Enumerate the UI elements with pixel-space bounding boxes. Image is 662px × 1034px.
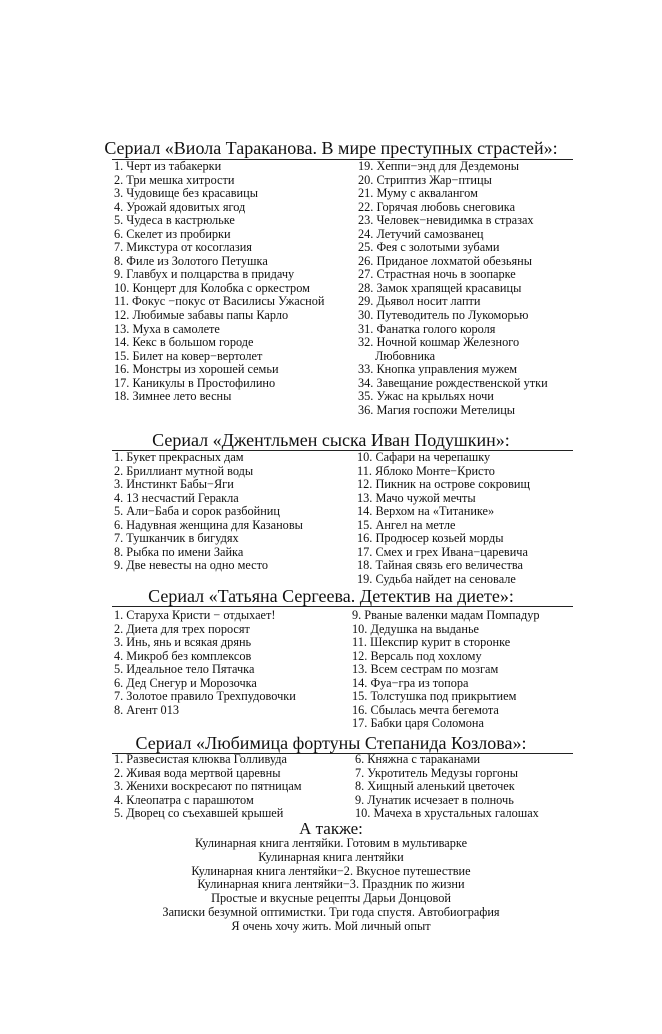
book-item: 2. Диета для трех поросят [114,621,250,636]
book-item: 8. Рыбка по имени Зайка [114,544,244,559]
book-item: 13. Всем сестрам по мозгам [352,662,499,677]
book-item: 24. Летучий самозванец [358,226,484,241]
book-item: 11. Фокус −покус от Василисы Ужасной [114,294,325,309]
book-item: 5. Али−Баба и сорок разбойниц [114,504,280,519]
book-item: 1. Черт из табакерки [114,159,222,173]
book-item: 9. Лунатик исчезает в полночь [355,792,514,807]
book-item: 7. Укротитель Медузы горгоны [355,765,519,780]
book-item: 7. Золотое правило Трехпудовочки [114,689,296,704]
book-item: 6. Княжна с тараканами [355,752,481,766]
book-item: 28. Замок храпящей красавицы [358,280,522,295]
book-list-right-podushkin [357,451,530,586]
book-list-left-viola [114,160,324,404]
book-item: 16. Сбылась мечта бегемота [352,702,499,717]
book-item: 12. Пикник на острове сокровищ [357,477,530,492]
book-item: 5. Чудеса в кастрюльке [114,213,235,228]
book-item: 13. Муха в самолете [114,321,220,336]
book-item: 15. Толстушка под прикрытием [352,689,517,704]
book-item: 1. Старуха Кристи − отдыхает! [114,608,276,622]
book-item: 32. Ночной кошмар Железного [358,335,520,350]
book-item: 35. Ужас на крыльях ночи [358,389,494,404]
book-item: 21. Муму с аквалангом [358,186,478,201]
book-list-left-kozlova [114,753,302,821]
book-item: 25. Фея с золотыми зубами [358,240,500,255]
book-item: 8. Филе из Золотого Петушка [114,253,268,268]
book-item: 14. Верхом на «Титанике» [357,504,495,519]
book-item: 3. Женихи воскресают по пятницам [114,779,302,794]
book-item: 10. Мачеха в хрустальных галошах [355,806,539,821]
book-item: 17. Бабки царя Соломона [352,716,484,731]
book-item: 4. 13 несчастий Геракла [114,490,239,505]
book-item: 19. Хеппи−энд для Дездемоны [358,159,520,173]
book-item: 31. Фанатка голого короля [358,321,496,336]
book-item: 22. Горячая любовь снеговика [358,199,516,214]
book-list-right-viola [358,160,548,417]
book-item: 14. Фуа−гра из топора [352,675,469,690]
book-item: 9. Главбух и полцарства в придачу [114,267,295,282]
title-rule [112,606,573,607]
book-item: 7. Тушканчик в бигудях [114,531,239,546]
book-item: 34. Завещание рождественской утки [358,375,548,390]
book-item: 9. Рваные валенки мадам Помпадур [352,608,540,622]
book-item: 2. Бриллиант мутной воды [114,463,254,478]
book-item: 20. Стриптиз Жар−птицы [358,172,492,187]
also-item: Я очень хочу жить. Мой личный опыт [231,918,431,933]
book-item: 23. Человек−невидимка в стразах [358,213,534,228]
also-item: Кулинарная книга лентяйки−2. Вкусное путешествие [191,863,471,878]
book-item: 26. Приданое лохматой обезьяны [358,253,532,268]
book-item: 5. Дворец со съехавшей крышей [114,806,284,821]
book-item: 15. Ангел на метле [357,517,456,532]
also-heading: А также: [299,819,363,838]
book-list-right-sergeeva [352,609,540,731]
book-item: 36. Магия госпожи Метелицы [358,402,516,417]
book-item: 11. Яблоко Монте−Кристо [357,463,495,478]
series-title-viola-tarakanova: Сериал «Виола Тараканова. В мире преступных страстей»: [104,138,558,158]
book-item: 27. Страстная ночь в зоопарке [358,267,516,282]
book-item: 6. Скелет из пробирки [114,226,231,241]
series-title-stepanida-kozlova: Сериал «Любимица фортуны Степанида Козлова»: [135,733,527,753]
also-item: Кулинарная книга лентяйки. Готовим в мультиварке [194,836,468,850]
book-item: 3. Инь, янь и всякая дрянь [114,635,252,650]
book-item: 2. Три мешка хитрости [114,172,235,187]
also-item: Кулинарная книга лентяйки−3. Праздник по жизни [197,877,465,892]
book-list-left-podushkin [114,451,303,573]
book-item: 1. Букет прекрасных дам [114,450,244,464]
book-item: 16. Продюсер козьей морды [357,531,504,546]
book-item: 8. Хищный аленький цветочек [355,779,515,794]
book-item: 10. Сафари на черепашку [357,450,491,464]
also-item: Простые и вкусные рецепты Дарьи Донцовой [211,891,451,906]
book-item: 5. Идеальное тело Пятачка [114,662,255,677]
book-item: 19. Судьба найдет на сеновале [357,571,516,586]
book-item: 18. Зимнее лето весны [114,389,232,404]
book-item: 15. Билет на ковер−вертолет [114,348,263,363]
book-item: 6. Надувная женщина для Казановы [114,517,303,532]
book-item: 11. Шекспир курит в сторонке [352,635,511,650]
book-item: 4. Микроб без комплексов [114,648,252,663]
also-item: Кулинарная книга лентяйки [258,849,404,864]
book-item: 10. Концерт для Колобка с оркестром [114,280,310,295]
book-item: 10. Дедушка на выданье [352,621,480,636]
book-list-right-kozlova [355,753,539,821]
book-item: 12. Любимые забавы папы Карло [114,308,289,323]
book-item: 17. Смех и грех Ивана−царевича [357,544,528,559]
series-title-tatyana-sergeeva: Сериал «Татьяна Сергеева. Детектив на диете»: [148,586,514,606]
book-item: 7. Микстура от косоглазия [114,240,252,255]
book-item: 4. Клеопатра с парашютом [114,792,254,807]
also-list [0,837,662,934]
book-item: 9. Две невесты на одно место [114,558,268,573]
book-item: 1. Развесистая клюква Голливуда [114,752,287,766]
book-item: 8. Агент 013 [114,702,179,717]
book-item: 16. Монстры из хорошей семьи [114,362,279,377]
book-item: 14. Кекс в большом городе [114,335,254,350]
book-item: 3. Чудовище без красавицы [114,186,258,201]
book-item: 6. Дед Снегур и Морозочка [114,675,257,690]
book-item: 2. Живая вода мертвой царевны [114,765,281,780]
book-item: 17. Каникулы в Простофилино [114,375,276,390]
book-item: 33. Кнопка управления мужем [358,362,518,377]
also-item: Записки безумной оптимистки. Три года спустя. Автобиография [162,904,500,919]
series-title-ivan-podushkin: Сериал «Джентльмен сыска Иван Подушкин»: [152,430,510,450]
book-item: 29. Дьявол носит лапти [358,294,481,309]
book-item: 12. Версаль под хохлому [352,648,482,663]
book-item: 30. Путеводитель по Лукоморью [358,308,529,323]
book-list-left-sergeeva [114,609,296,717]
book-item: 18. Тайная связь его величества [357,558,523,573]
book-item-continuation: Любовника [375,348,436,363]
book-item: 4. Урожай ядовитых ягод [114,199,246,214]
book-item: 3. Инстинкт Бабы−Яги [114,477,234,492]
book-item: 13. Мачо чужой мечты [357,490,476,505]
